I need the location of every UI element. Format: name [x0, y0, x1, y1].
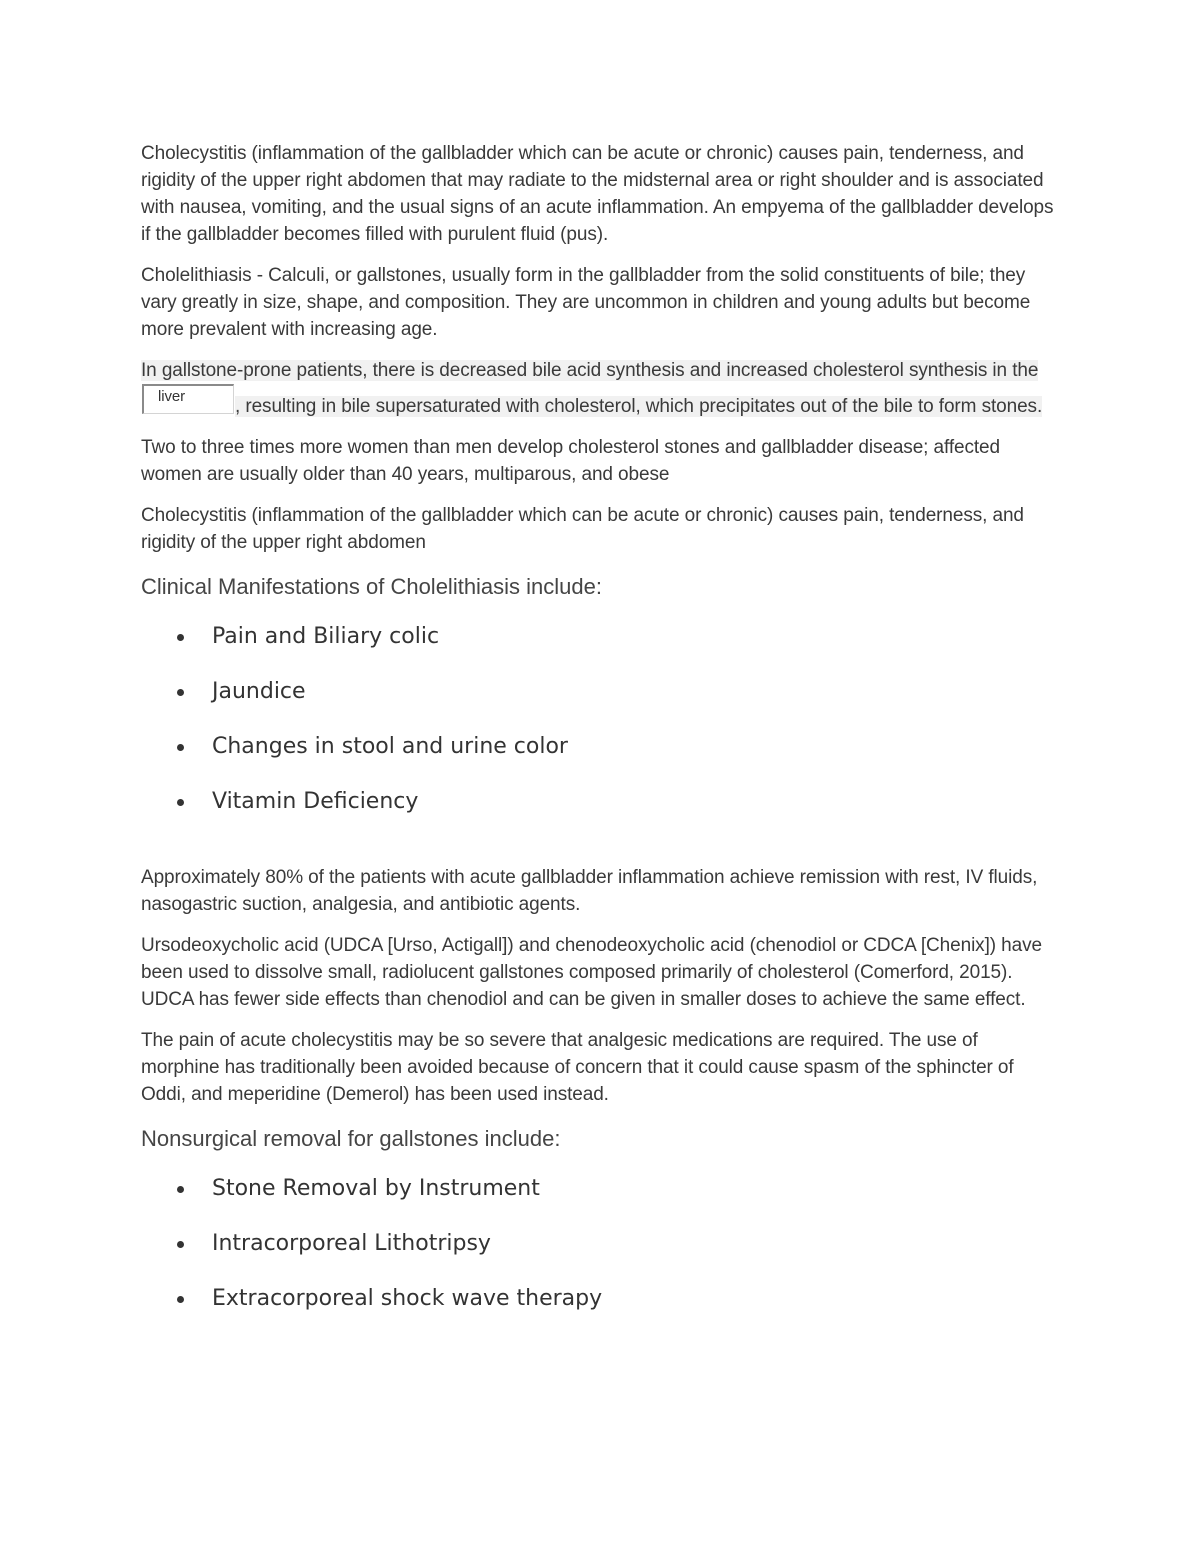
bullet-icon: [177, 634, 184, 641]
fill-blank-sentence-end: , resulting in bile supersaturated with cholesterol, which precipitates out of the bile to form stones.: [235, 396, 1043, 417]
list-item: [177, 1284, 1061, 1339]
document-body: [141, 140, 1061, 1361]
bullet-icon: [177, 1186, 184, 1193]
fill-blank-sentence-start: In gallstone-prone patients, there is decreased bile acid synthesis and increased cholesterol synthesis in the: [141, 360, 1039, 381]
list-nonsurgical-removal: [141, 1174, 1061, 1339]
paragraph-gallstone-prone: [141, 357, 1061, 420]
list-item-label: Jaundice: [212, 679, 306, 704]
bullet-icon: [177, 1296, 184, 1303]
paragraph-cholelithiasis: Cholelithiasis - Calculi, or gallstones, usually form in the gallbladder from the solid constituents of bile; they vary greatly in size, shape, and composition. They are uncommon in children and young adults but become more prevalent with increasing age.: [141, 265, 1031, 340]
list-item: [177, 677, 1061, 732]
bullet-icon: [177, 744, 184, 751]
fill-in-blank-field[interactable]: [142, 384, 234, 414]
list-item-label: Stone Removal by Instrument: [212, 1176, 540, 1201]
list-item-label: Vitamin Deficiency: [212, 789, 419, 814]
paragraph-remission: Approximately 80% of the patients with acute gallbladder inflammation achieve remission with rest, IV fluids, nasogastric suction, analgesia, and antibiotic agents.: [141, 867, 1038, 915]
bullet-icon: [177, 689, 184, 696]
heading-nonsurgical-removal: Nonsurgical removal for gallstones include:: [141, 1126, 561, 1151]
paragraph-udca: Ursodeoxycholic acid (UDCA [Urso, Actigall]) and chenodeoxycholic acid (chenodiol or CDCA [Chenix]) have been used to dissolve small, radiolucent gallstones composed primarily of cholesterol (Comerford, 2015). UDCA has fewer side effects than chenodiol and can be given in smaller doses to achieve the same effect.: [141, 935, 1042, 1010]
list-item-label: Extracorporeal shock wave therapy: [212, 1286, 603, 1311]
paragraph-cholecystitis-short: Cholecystitis (inflammation of the gallbladder which can be acute or chronic) causes pain, tenderness, and rigidity of the upper right abdomen: [141, 505, 1024, 553]
list-item: [177, 1229, 1061, 1284]
list-item-label: Pain and Biliary colic: [212, 624, 440, 649]
paragraph-women-stones: Two to three times more women than men develop cholesterol stones and gallbladder disease; affected women are usually older than 40 years, multiparous, and obese: [141, 437, 1000, 485]
bullet-icon: [177, 1241, 184, 1248]
list-clinical-manifestations: [141, 622, 1061, 842]
list-item: [177, 622, 1061, 677]
paragraph-cholecystitis-intro: Cholecystitis (inflammation of the gallbladder which can be acute or chronic) causes pain, tenderness, and rigidity of the upper right abdomen that may radiate to the midsternal area or right shoulder and is associated with nausea, vomiting, and the usual signs of an acute inflammation. An empyema of the gallbladder develops if the gallbladder becomes filled with purulent fluid (pus).: [141, 143, 1054, 245]
list-item: [177, 787, 1061, 842]
paragraph-pain-analgesics: The pain of acute cholecystitis may be so severe that analgesic medications are required. The use of morphine has traditionally been avoided because of concern that it could cause spasm of the sphincter of Oddi, and meperidine (Demerol) has been used instead.: [141, 1030, 1014, 1105]
list-item-label: Changes in stool and urine color: [212, 734, 568, 759]
list-item: [177, 732, 1061, 787]
fill-in-blank-answer: liver: [158, 388, 186, 405]
list-item-label: Intracorporeal Lithotripsy: [212, 1231, 491, 1256]
bullet-icon: [177, 799, 184, 806]
list-item: [177, 1174, 1061, 1229]
heading-clinical-manifestations: Clinical Manifestations of Cholelithiasis include:: [141, 574, 603, 599]
